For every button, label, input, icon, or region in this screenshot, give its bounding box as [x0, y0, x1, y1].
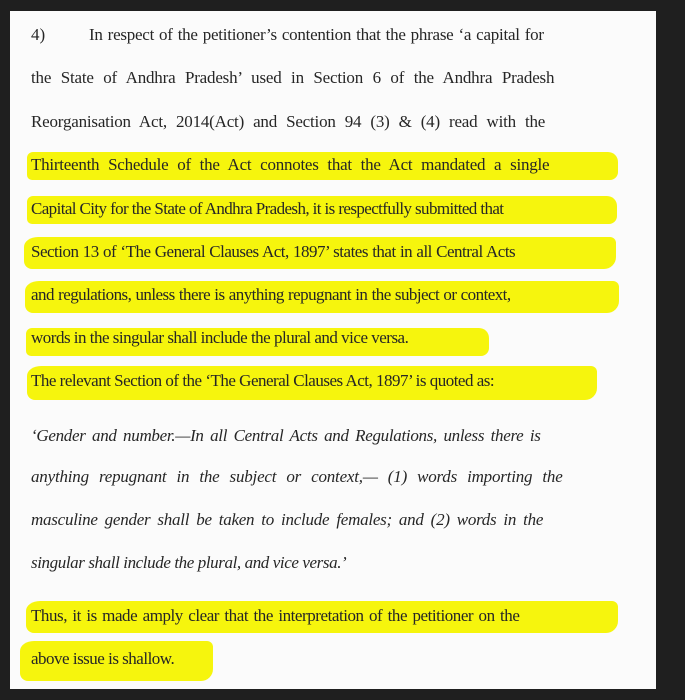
text-line-3: [31, 111, 545, 133]
line-text: The relevant Section of the ‘The General Clauses Act, 1897’ is quoted as:: [31, 371, 495, 390]
line-text: singular shall include the plural, and vice versa.’: [31, 553, 347, 572]
quote-line-4: [31, 552, 346, 574]
line-text: masculine gender shall be taken to include females; and (2) words in the: [31, 510, 544, 529]
text-line-2: [31, 67, 554, 89]
quote-line-1: [31, 425, 541, 447]
line-text: words in the singular shall include the plural and vice versa.: [31, 328, 409, 347]
text-line-4: [31, 154, 549, 176]
text-line-8: [31, 327, 408, 349]
line-text: In respect of the petitioner’s contention that the phrase ‘a capital for: [89, 25, 544, 44]
document-page: [10, 11, 656, 689]
text-line-15: [31, 648, 174, 670]
line-text: Thus, it is made amply clear that the interpretation of the petitioner on the: [31, 606, 520, 625]
line-text: and regulations, unless there is anything repugnant in the subject or context,: [31, 285, 511, 304]
line-text: the State of Andhra Pradesh’ used in Section 6 of the Andhra Pradesh: [31, 68, 555, 87]
text-line-14: [31, 605, 519, 627]
quote-line-3: [31, 509, 543, 531]
text-line-9: [31, 370, 494, 392]
quote-line-2: [31, 466, 563, 488]
line-text: Capital City for the State of Andhra Pradesh, it is respectfully submitted that: [31, 199, 504, 218]
text-line-5: [31, 198, 503, 220]
line-text: Thirteenth Schedule of the Act connotes that the Act mandated a single: [31, 155, 550, 174]
paragraph-number: 4): [31, 25, 46, 44]
text-line-7: [31, 284, 511, 306]
text-line-6: [31, 241, 515, 263]
line-text: anything repugnant in the subject or context,— (1) words importing the: [31, 467, 563, 486]
line-text: above issue is shallow.: [31, 649, 175, 668]
text-line-1: [31, 24, 544, 46]
line-text: ‘Gender and number.—In all Central Acts and Regulations, unless there is: [31, 426, 541, 445]
line-text: Section 13 of ‘The General Clauses Act, 1897’ states that in all Central Acts: [31, 242, 516, 261]
line-text: Reorganisation Act, 2014(Act) and Section 94 (3) & (4) read with the: [31, 112, 546, 131]
